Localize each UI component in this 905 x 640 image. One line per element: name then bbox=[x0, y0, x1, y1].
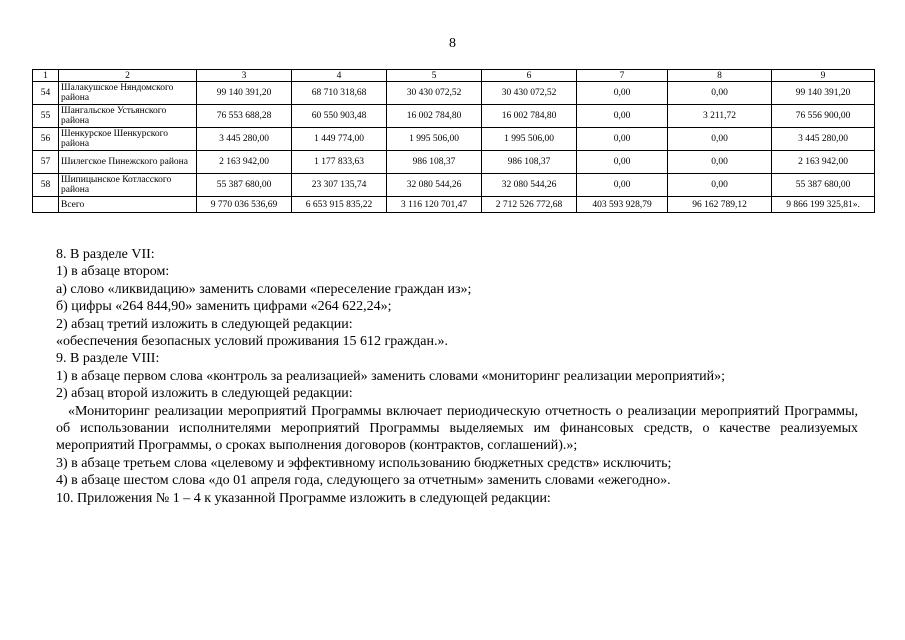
cell: 9 770 036 536,69 bbox=[197, 197, 292, 213]
table-total-row bbox=[33, 197, 875, 213]
cell: 60 550 903,48 bbox=[292, 105, 387, 128]
cell: 986 108,37 bbox=[482, 151, 577, 174]
paragraph: 8. В разделе VII: bbox=[56, 247, 155, 262]
cell: 0,00 bbox=[577, 151, 668, 174]
cell: 3 445 280,00 bbox=[772, 128, 875, 151]
paragraph: а) слово «ликвидацию» заменить словами «переселение граждан из»; bbox=[56, 281, 472, 297]
cell: 2 163 942,00 bbox=[197, 151, 292, 174]
cell: 23 307 135,74 bbox=[292, 174, 387, 197]
cell: 96 162 789,12 bbox=[668, 197, 772, 213]
cell: 1 177 833,63 bbox=[292, 151, 387, 174]
cell: 16 002 784,80 bbox=[387, 105, 482, 128]
cell: 55 387 680,00 bbox=[772, 174, 875, 197]
cell: 0,00 bbox=[577, 105, 668, 128]
municipality-name: Шенкурское Шенкурского района bbox=[59, 128, 197, 151]
cell: 99 140 391,20 bbox=[772, 82, 875, 105]
cell: 0,00 bbox=[668, 82, 772, 105]
paragraph: 2) абзац второй изложить в следующей редакции: bbox=[56, 386, 353, 402]
column-header: 6 bbox=[482, 70, 577, 82]
cell: 76 553 688,28 bbox=[197, 105, 292, 128]
cell: 1 995 506,00 bbox=[387, 128, 482, 151]
column-header: 2 bbox=[59, 70, 197, 82]
cell: 0,00 bbox=[577, 128, 668, 151]
cell: 30 430 072,52 bbox=[387, 82, 482, 105]
cell: 0,00 bbox=[668, 174, 772, 197]
column-header: 8 bbox=[668, 70, 772, 82]
municipality-name: Шилегское Пинежского района bbox=[59, 151, 197, 174]
row-number: 55 bbox=[33, 105, 59, 128]
row-number: 57 bbox=[33, 151, 59, 174]
cell: 0,00 bbox=[668, 128, 772, 151]
municipality-name: Шипицынское Котласского района bbox=[59, 174, 197, 197]
paragraph: 1) в абзаце первом слова «контроль за реализацией» заменить словами «мониторинг реализации мероприятий»; bbox=[56, 368, 726, 384]
table-row bbox=[33, 105, 875, 128]
paragraph: б) цифры «264 844,90» заменить цифрами «264 622,24»; bbox=[56, 299, 392, 315]
paragraph: 4) в абзаце шестом слова «до 01 апреля года, следующего за отчетным» заменить словами «ежегодно». bbox=[56, 473, 671, 489]
page-number: 8 bbox=[449, 36, 456, 51]
table-header-row bbox=[33, 70, 875, 82]
cell: 68 710 318,68 bbox=[292, 82, 387, 105]
cell: 3 445 280,00 bbox=[197, 128, 292, 151]
paragraph: 3) в абзаце третьем слова «целевому и эффективному использованию бюджетных средств» исключить; bbox=[56, 455, 672, 471]
empty-cell bbox=[33, 197, 59, 213]
table-row bbox=[33, 128, 875, 151]
cell: 32 080 544,26 bbox=[482, 174, 577, 197]
cell: 1 449 774,00 bbox=[292, 128, 387, 151]
cell: 99 140 391,20 bbox=[197, 82, 292, 105]
cell: 9 866 199 325,81». bbox=[772, 197, 875, 213]
cell: 0,00 bbox=[577, 82, 668, 105]
table-row bbox=[33, 82, 875, 105]
row-number: 58 bbox=[33, 174, 59, 197]
cell: 2 712 526 772,68 bbox=[482, 197, 577, 213]
cell: 3 116 120 701,47 bbox=[387, 197, 482, 213]
column-header: 1 bbox=[33, 70, 59, 82]
municipality-name: Шангальское Устьянского района bbox=[59, 105, 197, 128]
column-header: 3 bbox=[197, 70, 292, 82]
paragraph: 1) в абзаце втором: bbox=[56, 264, 170, 280]
cell: 1 995 506,00 bbox=[482, 128, 577, 151]
column-header: 5 bbox=[387, 70, 482, 82]
cell: 2 163 942,00 bbox=[772, 151, 875, 174]
cell: 0,00 bbox=[668, 151, 772, 174]
paragraph: 2) абзац третий изложить в следующей редакции: bbox=[56, 316, 353, 332]
table-row bbox=[33, 174, 875, 197]
column-header: 4 bbox=[292, 70, 387, 82]
budget-table bbox=[32, 69, 875, 213]
row-number: 54 bbox=[33, 82, 59, 105]
municipality-name: Шалакушское Няндомского района bbox=[59, 82, 197, 105]
cell: 55 387 680,00 bbox=[197, 174, 292, 197]
cell: 0,00 bbox=[577, 174, 668, 197]
cell: 403 593 928,79 bbox=[577, 197, 668, 213]
paragraph: 10. Приложения № 1 – 4 к указанной Программе изложить в следующей редакции: bbox=[56, 490, 551, 506]
paragraph: «Мониторинг реализации мероприятий Программы включает периодическую отчетность о реализации мероприятий Программы, об использовании исполнителями мероприятий Программы выделяемых им финансовых средств, о качестве реализуемых мероприятий Программы, о сроках выполнения договоров (контрактов, соглашений).»; bbox=[56, 403, 858, 454]
column-header: 9 bbox=[772, 70, 875, 82]
table-row bbox=[33, 151, 875, 174]
paragraph: «обеспечения безопасных условий проживания 15 612 граждан.». bbox=[56, 334, 448, 350]
cell: 6 653 915 835,22 bbox=[292, 197, 387, 213]
cell: 3 211,72 bbox=[668, 105, 772, 128]
paragraph: 9. В разделе VIII: bbox=[56, 351, 160, 367]
cell: 30 430 072,52 bbox=[482, 82, 577, 105]
cell: 76 556 900,00 bbox=[772, 105, 875, 128]
cell: 986 108,37 bbox=[387, 151, 482, 174]
column-header: 7 bbox=[577, 70, 668, 82]
document-body bbox=[56, 246, 858, 507]
cell: 32 080 544,26 bbox=[387, 174, 482, 197]
row-number: 56 bbox=[33, 128, 59, 151]
total-label: Всего bbox=[59, 197, 197, 213]
cell: 16 002 784,80 bbox=[482, 105, 577, 128]
